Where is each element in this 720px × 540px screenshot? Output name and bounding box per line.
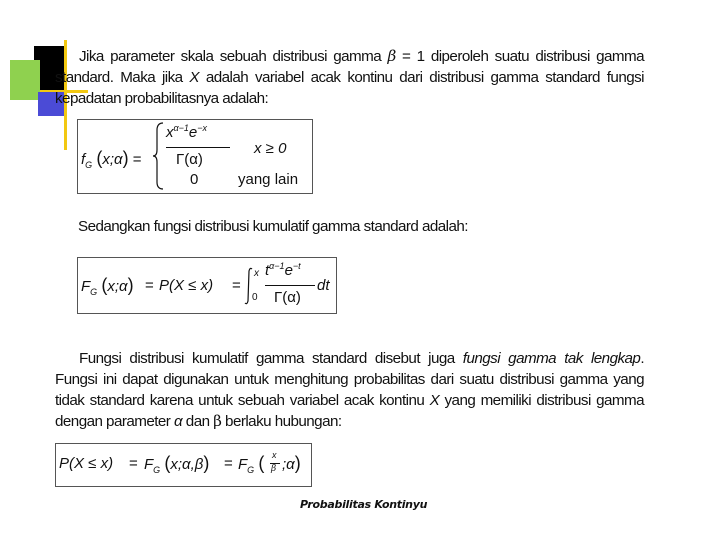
f-symbol: f — [81, 151, 86, 168]
text-segment: = 1 diperoleh suatu distribusi gamma standard. Maka jika — [55, 48, 644, 86]
F-symbol: F — [81, 278, 91, 295]
alpha-symbol: α — [174, 413, 183, 430]
left-brace-icon — [152, 122, 164, 190]
num-t: t — [265, 262, 270, 279]
cdf-numerator — [265, 261, 301, 279]
cdf-dt: dt — [317, 277, 330, 294]
F-symbol: F — [144, 456, 154, 473]
num-e-exponent: −t — [292, 261, 301, 271]
paragraph-incomplete-gamma — [55, 348, 644, 432]
relation-args: x;α,β — [170, 456, 204, 473]
integral-upper: x — [254, 268, 259, 279]
text-segment: yang memiliki distribusi gamma dengan parameter — [55, 392, 645, 430]
subscript-g: G — [85, 160, 93, 170]
num-exponent: α−1 — [269, 261, 285, 271]
num-e: e — [284, 262, 293, 279]
text-segment: adalah variabel acak kontinu dari distribusi gamma standard fungsi kepadatan probabilitasnya adalah: — [55, 69, 644, 107]
equals-sign: = — [132, 151, 142, 168]
footer-title: Probabilitas Kontinyu — [300, 498, 428, 511]
subscript-g: G — [153, 465, 161, 475]
beta-symbol: β — [213, 412, 222, 430]
cdf-lhs: $F_G$ (x;α) — [81, 275, 134, 297]
cdf-fraction-bar — [265, 285, 315, 286]
relation-F1: $F_G$ (x;α,β) — [144, 453, 210, 475]
formula-cdf-box — [77, 257, 337, 314]
text-segment: . Fungsi ini dapat digunakan untuk menghitung probabilitas dari suatu distribusi gamma yang tidak standard karena untuk sebuah variabel acak kontinu — [55, 350, 644, 409]
relation-frac-num: x — [272, 450, 277, 460]
cdf-probability: P(X ≤ x) — [159, 277, 214, 294]
relation-eq2: = — [224, 455, 233, 472]
subscript-g: G — [247, 465, 255, 475]
beta-symbol: β — [387, 47, 396, 65]
pdf-numerator — [166, 123, 207, 141]
F-symbol: F — [238, 456, 248, 473]
cdf-args: x;α — [107, 278, 128, 295]
cdf-eq1: = — [145, 277, 154, 294]
relation-frac-den: β — [271, 464, 277, 474]
cdf-eq2: = — [232, 277, 241, 294]
pdf-lhs: $f_G$ (x;α) = — [81, 148, 142, 170]
italic-term: fungsi gamma tak lengkap — [462, 350, 641, 367]
relation-probability: P(X ≤ x) — [59, 455, 114, 472]
pdf-condition-1: x ≥ 0 — [254, 140, 287, 157]
cdf-denominator: Γ(α) — [274, 289, 301, 306]
text-segment: berlaku hubungan: — [221, 413, 342, 430]
pdf-condition-2: yang lain — [238, 171, 299, 188]
pdf-fraction-bar — [166, 147, 230, 148]
subscript-g: G — [90, 287, 98, 297]
relation-tail: ;α) — [282, 453, 301, 473]
pdf-denominator: Γ(α) — [176, 151, 203, 168]
relation-alpha: ;α — [282, 456, 295, 473]
variable-x: X — [429, 392, 440, 409]
formula-relation-box — [55, 443, 312, 487]
formula-pdf-box — [77, 119, 313, 194]
num-e: e — [188, 124, 198, 141]
variable-x: X — [189, 69, 199, 86]
pdf-zero: 0 — [190, 171, 199, 188]
integral-lower: 0 — [252, 292, 258, 303]
text-segment: dan — [182, 413, 214, 430]
text-segment: Jika parameter skala sebuah distribusi gamma — [79, 48, 388, 65]
text-segment: Fungsi distribusi kumulatif gamma standard disebut juga — [79, 350, 463, 367]
relation-eq1: = — [129, 455, 138, 472]
relation-F2: $F_G$ ( — [238, 453, 265, 475]
paragraph-intro — [55, 46, 644, 109]
paragraph-cdf-intro: Sedangkan fungsi distribusi kumulatif gamma standard adalah: — [78, 218, 468, 235]
num-e-exponent: −x — [197, 123, 208, 133]
num-exponent: α−1 — [173, 123, 189, 133]
num-x: x — [166, 124, 174, 141]
deco-green-square — [10, 60, 40, 100]
pdf-args: x;α — [102, 151, 123, 168]
